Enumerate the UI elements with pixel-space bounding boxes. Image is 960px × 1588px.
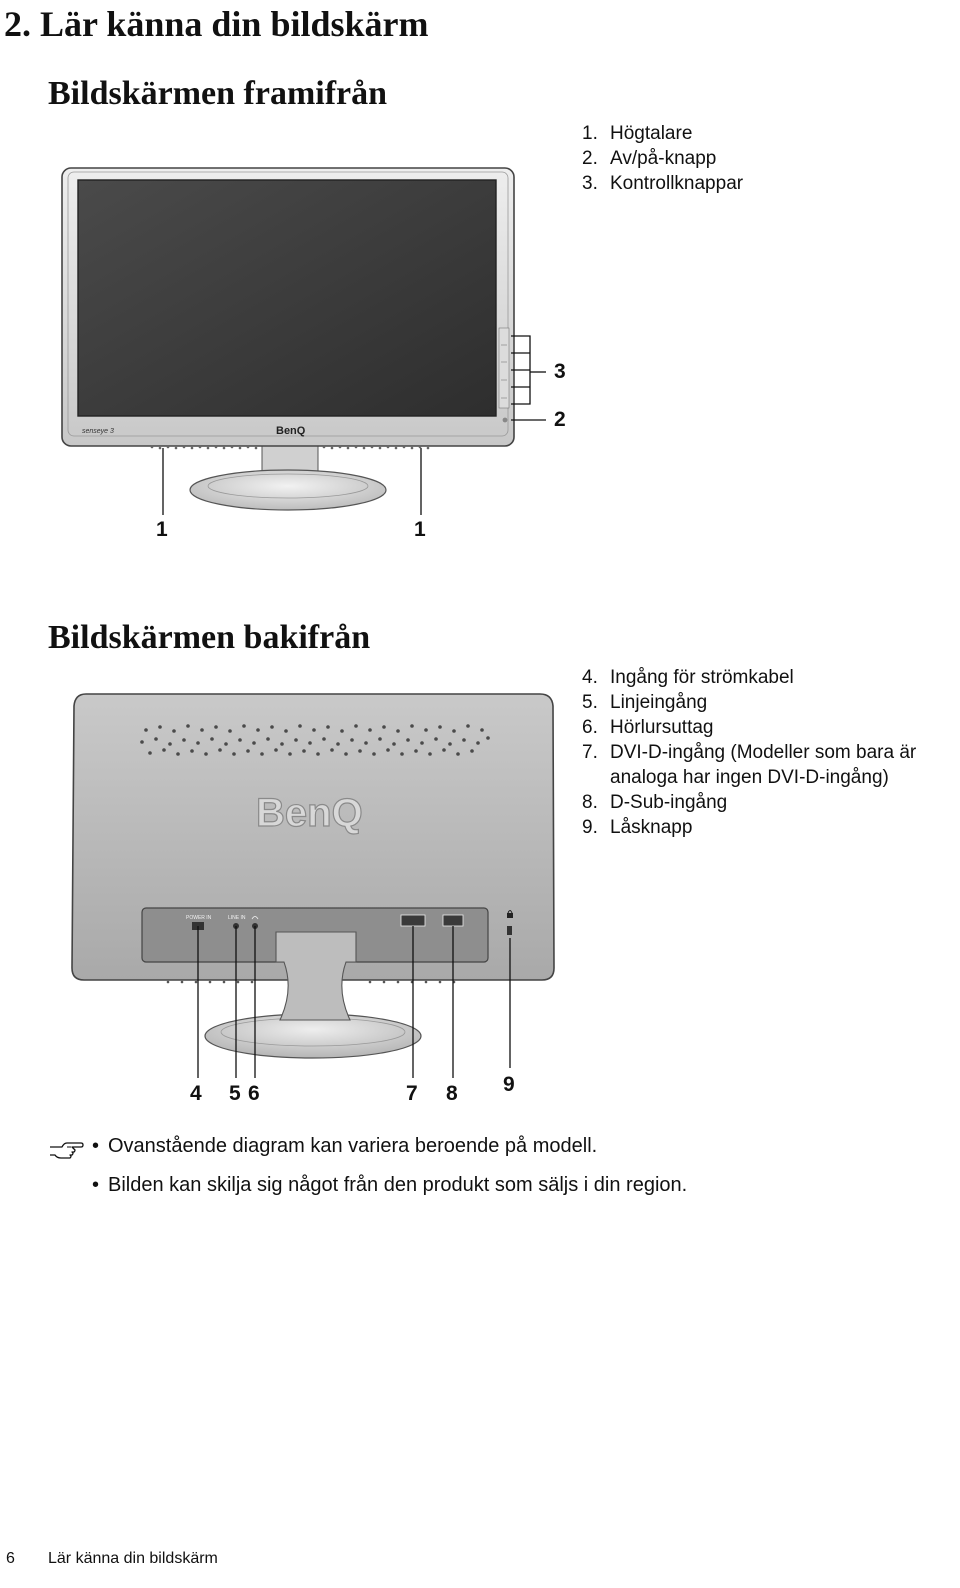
legend-label: Av/på-knapp (610, 148, 717, 169)
callout-dsub: 8 (446, 1082, 458, 1105)
port-label-line-in: LINE IN (228, 915, 246, 921)
legend-label: Kontrollknappar (610, 173, 744, 194)
back-view-title: Bildskärmen bakifrån (48, 619, 371, 656)
port-label-power-in: POWER IN (186, 915, 212, 921)
callout-line-in: 5 (229, 1082, 241, 1105)
legend-number: 7. (582, 742, 598, 763)
callout-headphone: 6 (248, 1082, 260, 1105)
legend-label: analoga har ingen DVI-D-ingång) (610, 767, 889, 788)
legend-number: 9. (582, 817, 598, 838)
legend-label: Högtalare (610, 123, 693, 144)
note-text: Ovanstående diagram kan variera beroende på modell. (108, 1135, 598, 1157)
front-monitor-drawing (0, 150, 960, 550)
chapter-title: 2. Lär känna din bildskärm (4, 4, 429, 44)
legend-number: 6. (582, 717, 598, 738)
legend-number: 1. (582, 123, 598, 144)
callout-power-in: 4 (190, 1082, 202, 1105)
page-number: 6 (6, 1550, 15, 1567)
back-monitor-drawing (0, 680, 960, 1110)
legend-label: Ingång för strömkabel (610, 667, 794, 688)
front-monitor-figure (0, 150, 960, 550)
note-item: • Ovanstående diagram kan variera beroende på modell. (92, 1135, 598, 1157)
page-footer (6, 1549, 218, 1569)
callout-lock: 9 (503, 1073, 515, 1096)
callout-controls: 3 (554, 360, 566, 383)
callout-power: 2 (554, 408, 566, 431)
dsub-port (443, 915, 463, 926)
back-stand-base (205, 1014, 421, 1058)
front-screen (78, 180, 496, 416)
power-button (503, 418, 508, 423)
legend-number: 3. (582, 173, 598, 194)
lock-slot (507, 926, 512, 935)
legend-label: Hörlursuttag (610, 717, 714, 738)
note-item: • Bilden kan skilja sig något från den produkt som säljs i din region. (92, 1174, 688, 1196)
footer-text: Lär känna din bildskärm (48, 1550, 218, 1567)
callout-speaker-right: 1 (414, 518, 426, 541)
callout-dvi: 7 (406, 1082, 418, 1105)
back-monitor-figure (0, 680, 960, 1110)
note-text: Bilden kan skilja sig något från den produkt som säljs i din region. (108, 1174, 688, 1196)
legend-label: Linjeingång (610, 692, 708, 713)
legend-item-1 (582, 121, 743, 146)
badge-text: senseye 3 (82, 428, 114, 435)
callout-speaker-left: 1 (156, 518, 168, 541)
back-brand-logo: BenQ (256, 791, 363, 835)
front-view-title: Bildskärmen framifrån (48, 75, 388, 112)
legend-label: Låsknapp (610, 817, 693, 838)
front-brand-logo: BenQ (276, 425, 306, 437)
legend-number: 5. (582, 692, 598, 713)
legend-label: DVI-D-ingång (Modeller som bara är (610, 742, 917, 763)
legend-number: 8. (582, 792, 598, 813)
front-stand-base (190, 470, 386, 510)
legend-number: 2. (582, 148, 598, 169)
legend-number: 4. (582, 667, 598, 688)
pointing-hand-icon (48, 1138, 84, 1164)
legend-label: D-Sub-ingång (610, 792, 728, 813)
dvi-port (401, 915, 425, 926)
